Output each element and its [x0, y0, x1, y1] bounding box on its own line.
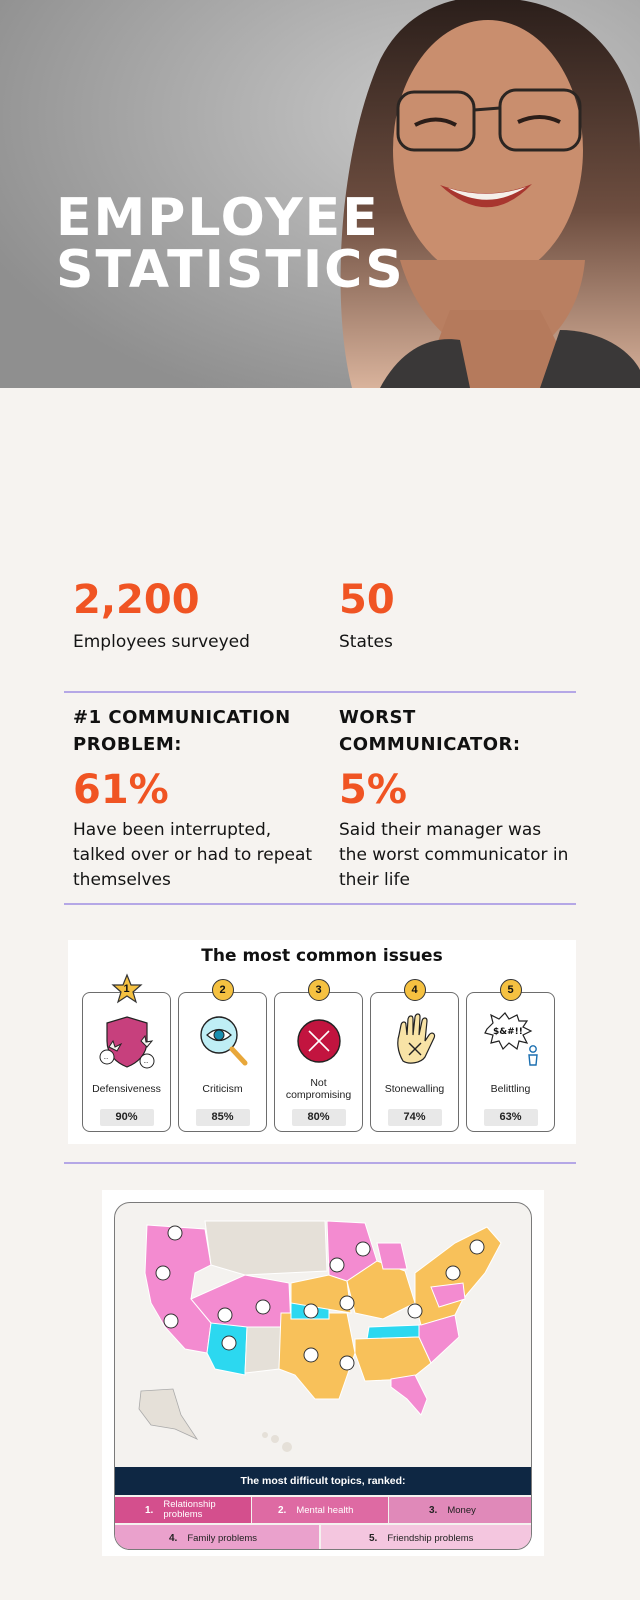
issue-percent: 74%: [388, 1109, 442, 1126]
stat-heading-line-2: PROBLEM:: [73, 734, 182, 755]
issue-percent: 80%: [292, 1109, 346, 1126]
issue-card-belittling: [466, 984, 555, 1132]
divider: [64, 1162, 576, 1164]
stat-desc-line-1: Said their manager was: [339, 820, 542, 840]
issue-name: Not compromising: [285, 1077, 352, 1101]
stat-desc-line-2: the worst communicator in: [339, 845, 569, 865]
issue-name: Criticism: [202, 1083, 243, 1095]
issue-name: Stonewalling: [384, 1083, 445, 1095]
issue-percent: 63%: [484, 1109, 538, 1126]
hero-banner: [0, 0, 640, 388]
issue-percent: 90%: [100, 1109, 154, 1126]
cursing-text: $&#!!: [492, 1027, 523, 1037]
stat-value: 50: [339, 577, 395, 623]
stat-heading-line-2: COMMUNICATOR:: [339, 734, 521, 755]
issue-card-not-compromising: [274, 984, 363, 1132]
cursing-bubble-icon: [481, 1011, 541, 1071]
stat-desc-line-2: talked over or had to repeat: [73, 845, 313, 865]
stat-label: Employees surveyed: [73, 632, 250, 652]
issue-card-stonewalling: [370, 984, 459, 1132]
page-title: [56, 188, 405, 300]
rank-star-badge: 1: [116, 979, 138, 1001]
issue-percent: 85%: [196, 1109, 250, 1126]
rank-badge: 5: [500, 979, 522, 1001]
topic-rank-2: 2. Mental health: [252, 1497, 388, 1523]
topic-rank-3: 3. Money: [389, 1497, 532, 1523]
title-line-2: STATISTICS: [56, 240, 405, 300]
divider: [64, 691, 576, 693]
raised-hand-icon: [385, 1011, 445, 1071]
stat-desc-line-3: themselves: [73, 870, 171, 890]
stat-desc-line-3: their life: [339, 870, 410, 890]
topic-rank-5: 5. Friendship problems: [321, 1525, 532, 1550]
stat-value: 61%: [73, 767, 169, 813]
topic-rank-1: 1. Relationship problems: [115, 1497, 251, 1523]
rank-badge: 2: [212, 979, 234, 1001]
issues-title: The most common issues: [201, 946, 443, 966]
stat-communication-problem: [73, 704, 323, 893]
rank-badge: 4: [404, 979, 426, 1001]
stat-label: States: [339, 632, 393, 652]
stat-employees-surveyed: [73, 578, 250, 655]
map-frame: [114, 1202, 532, 1550]
issue-card-criticism: [178, 984, 267, 1132]
shield-icon: [97, 1011, 157, 1071]
issue-card-defensiveness: [82, 983, 171, 1132]
topic-rank-4: 4. Family problems: [115, 1525, 319, 1550]
stat-value: 5%: [339, 767, 407, 813]
common-issues-panel: [68, 940, 576, 1144]
stat-states: [339, 578, 395, 655]
divider: [64, 903, 576, 905]
stat-heading-line-1: WORST: [339, 707, 416, 728]
topics-heading: The most difficult topics, ranked:: [115, 1467, 531, 1495]
stat-desc-line-1: Have been interrupted,: [73, 820, 272, 840]
issue-name: Defensiveness: [92, 1083, 161, 1095]
rank-badge: 3: [308, 979, 330, 1001]
magnifier-eye-icon: [193, 1011, 253, 1071]
stat-value: 2,200: [73, 577, 200, 623]
svg-text:...: ...: [143, 1059, 149, 1065]
stat-heading-line-1: #1 COMMUNICATION: [73, 707, 291, 728]
svg-text:...: ...: [103, 1055, 109, 1061]
stat-worst-communicator: [339, 704, 579, 893]
title-line-1: EMPLOYEE: [56, 188, 380, 248]
difficult-topics-map-card: [102, 1190, 544, 1556]
x-circle-icon: [289, 1011, 349, 1071]
us-states-map: [115, 1203, 532, 1465]
issue-name: Belittling: [490, 1083, 531, 1095]
